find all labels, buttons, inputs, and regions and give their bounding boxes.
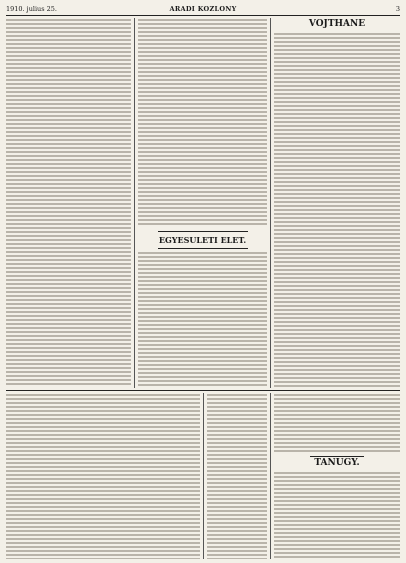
section-rule — [310, 456, 364, 457]
section-rule — [158, 248, 248, 249]
newspaper-title: ARADI KOZLONY — [169, 5, 237, 13]
column-3-text-placeholder — [274, 33, 400, 388]
lower-left-text-placeholder — [6, 394, 200, 559]
lower-right-lower-text-placeholder — [274, 472, 400, 559]
column-divider — [203, 393, 204, 559]
column-divider — [270, 18, 271, 388]
lower-middle-text-placeholder — [207, 394, 267, 559]
column-divider — [270, 393, 271, 559]
section-heading-tanugy: TANUGY. — [314, 458, 360, 468]
column-2-text-placeholder — [138, 19, 267, 227]
feuilleton-title: VOJTHANE — [308, 19, 366, 29]
section-rule — [158, 231, 248, 232]
issue-date: 1910. julius 25. — [6, 5, 57, 13]
horizontal-divider — [6, 390, 400, 391]
lower-right-upper-text-placeholder — [274, 394, 400, 452]
column-divider — [134, 18, 135, 388]
column-2-lower-text-placeholder — [138, 252, 267, 386]
page-number: 3 — [395, 5, 400, 13]
section-heading-egyesuleti-elet: EGYESULETI ELET. — [158, 235, 247, 245]
column-1-text-placeholder — [6, 19, 131, 386]
masthead — [6, 3, 400, 16]
